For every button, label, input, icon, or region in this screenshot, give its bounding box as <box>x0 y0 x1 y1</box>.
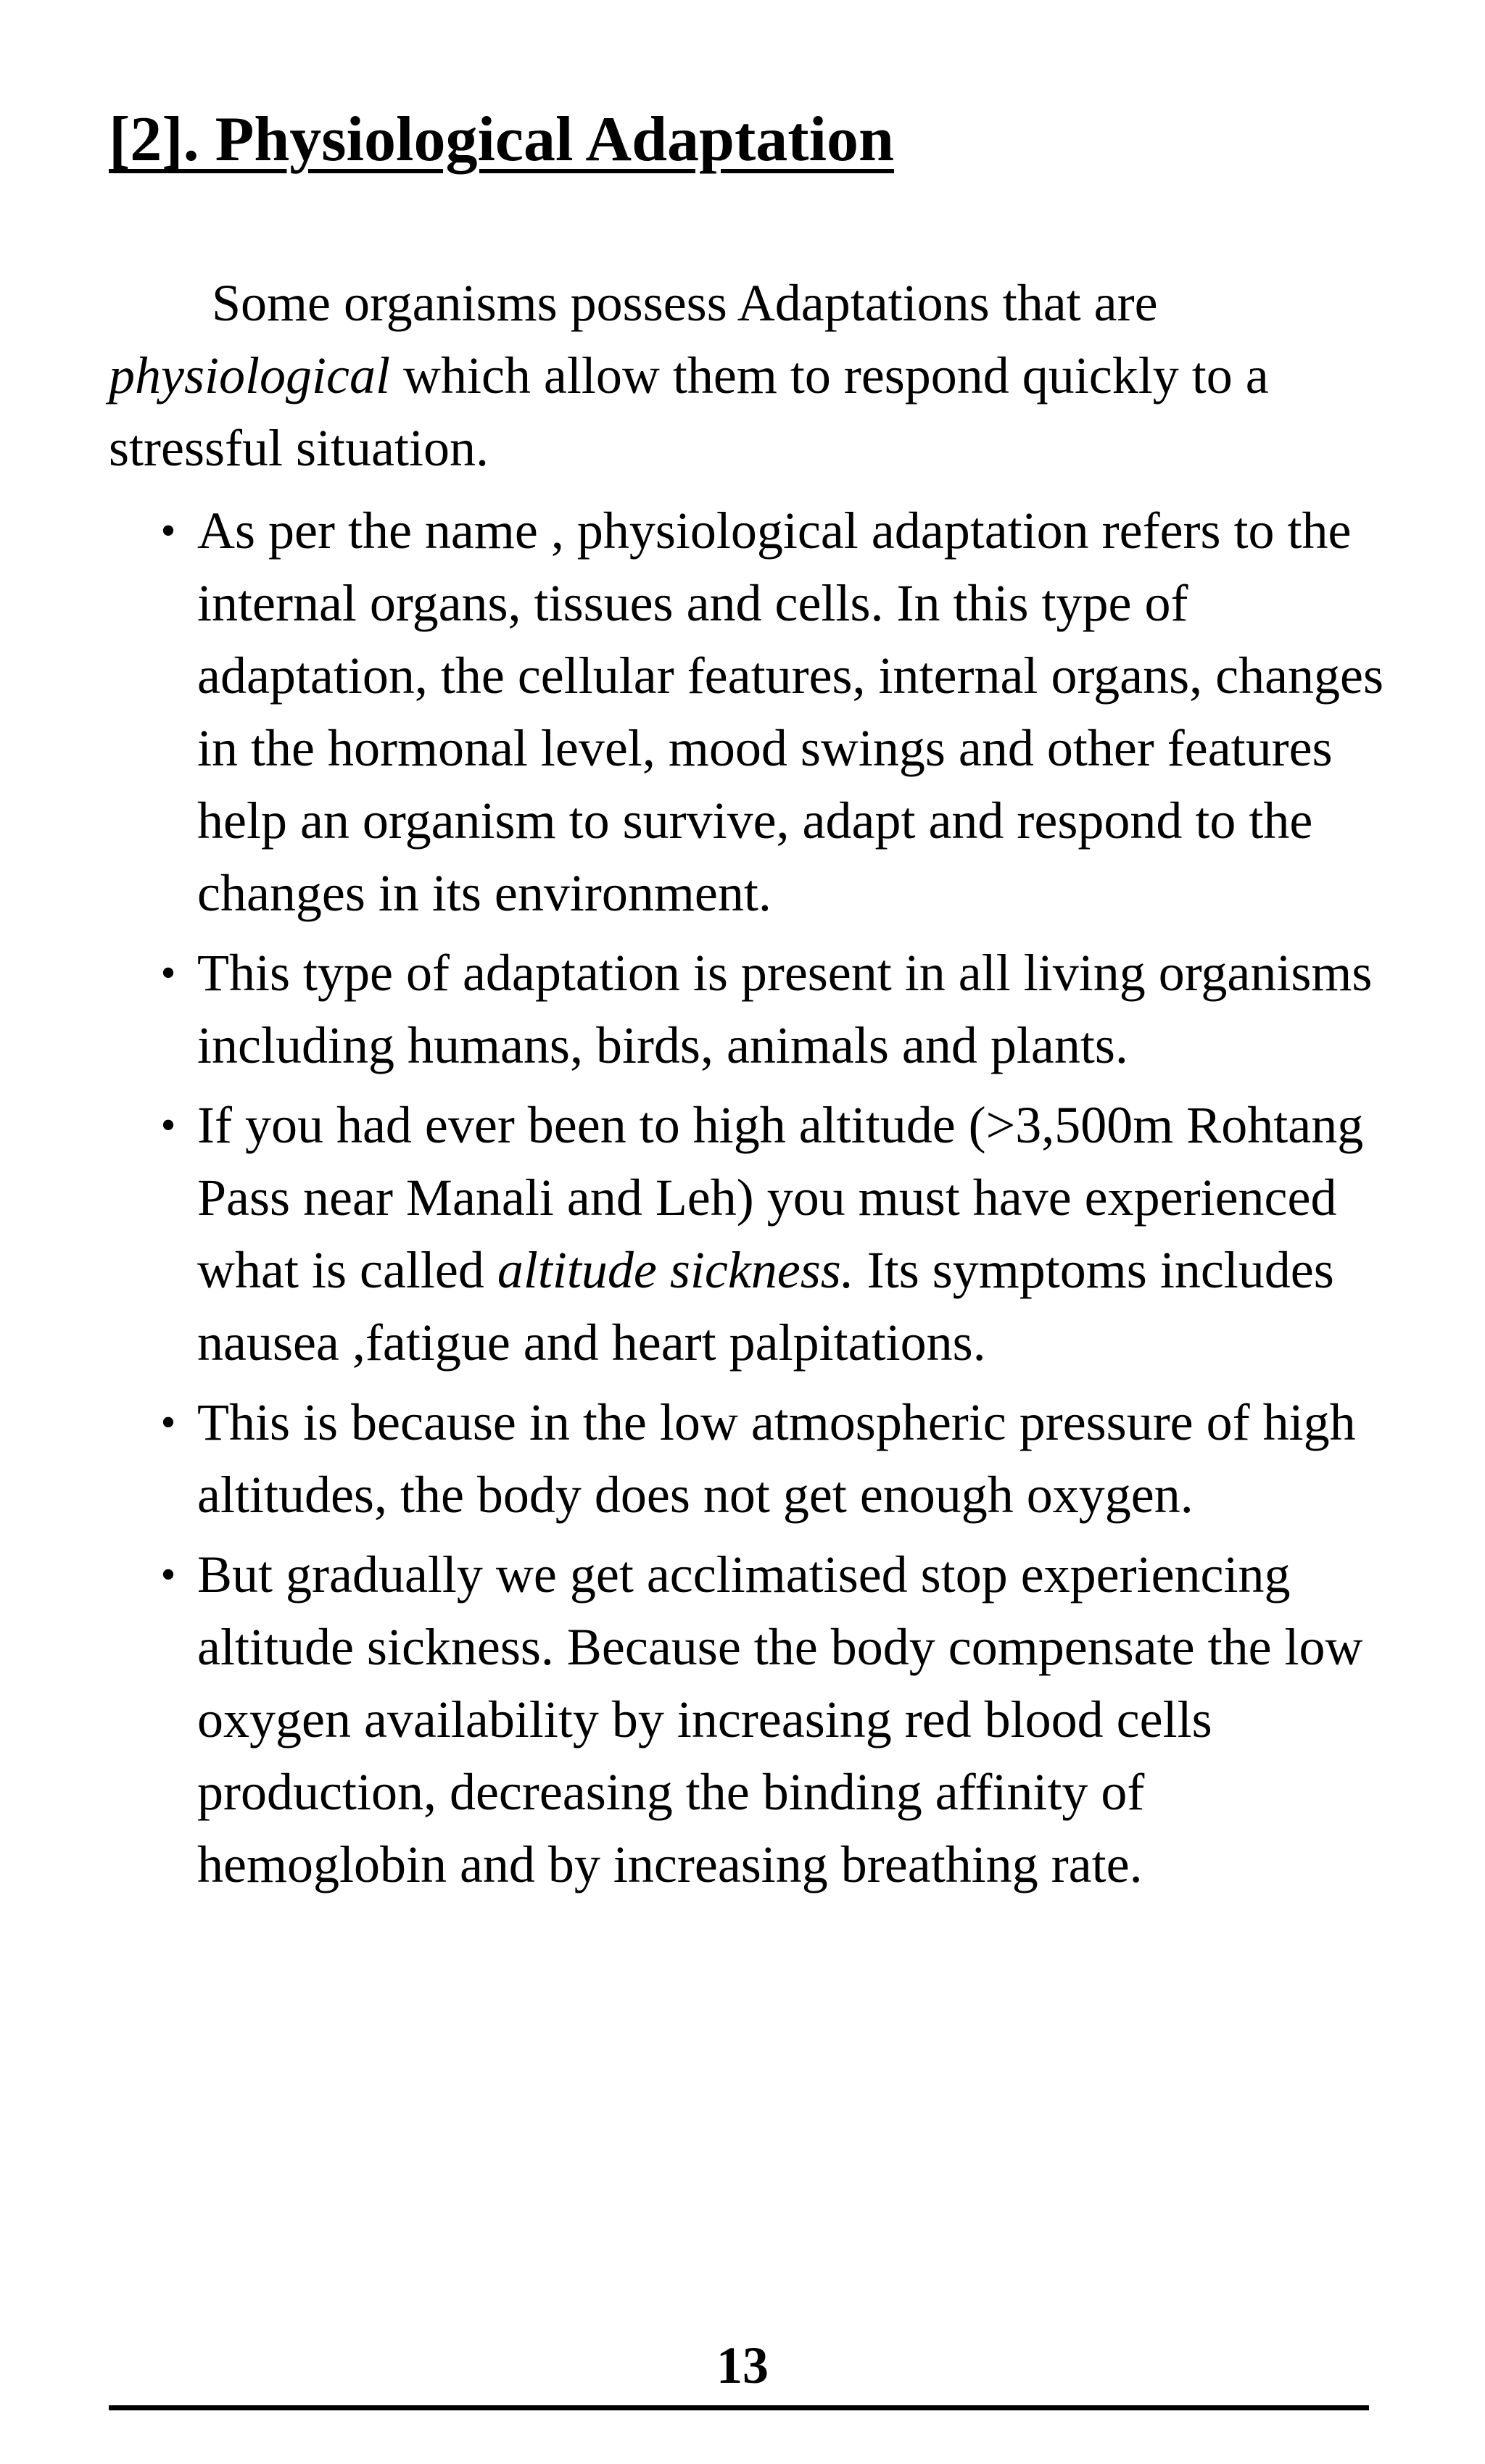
bullet-dot-icon: • <box>160 1101 176 1149</box>
footer-divider <box>109 2405 1369 2410</box>
bullet-dot-icon: • <box>160 507 176 555</box>
page-number: 13 <box>716 2336 769 2394</box>
bullet-emphasis-text: altitude sickness. <box>497 1241 854 1299</box>
bullet-dot-icon: • <box>160 1398 176 1446</box>
intro-emphasis-text: physiological <box>109 347 390 405</box>
intro-paragraph <box>109 267 1385 484</box>
bullet-item <box>109 1386 1407 1531</box>
intro-lead-text: Some organisms possess Adaptations that are <box>212 274 1158 332</box>
bullet-list <box>109 494 1407 1908</box>
bullet-text: This is because in the low atmospheric pressure of high altitudes, the body does not get enough oxygen. <box>197 1393 1356 1524</box>
bullet-item <box>109 494 1407 929</box>
bullet-dot-icon: • <box>160 949 176 997</box>
section-heading: [2]. Physiological Adaptation <box>109 104 894 175</box>
bullet-item <box>109 1538 1407 1901</box>
intro-rest-text: which allow them to respond quickly to a stressful situation. <box>109 347 1269 477</box>
bullet-text-before: If you had ever been to high altitude (>3,500m Rohtang Pass near Manali and Leh) you must have experienced what is called <box>197 1096 1364 1299</box>
bullet-text: But gradually we get acclimatised stop experiencing altitude sickness. Because the body compensate the low oxygen availability by increasing red blood cells production, decreasing the binding affinity of hemoglobin and by increasing breathing rate. <box>197 1546 1363 1893</box>
bullet-text: As per the name , physiological adaptation refers to the internal organs, tissues and cells. In this type of adaptation, the cellular features, internal organs, changes in the hormonal level, mood swings and other features help an organism to survive, adapt and respond to the changes in its environment. <box>197 502 1383 922</box>
bullet-item <box>109 937 1407 1082</box>
bullet-dot-icon: • <box>160 1551 176 1598</box>
bullet-text: This type of adaptation is present in all living organisms including humans, birds, animals and plants. <box>197 944 1373 1074</box>
bullet-item <box>109 1089 1407 1379</box>
bullet-text-after: Its symptoms includes nausea ,fatigue and heart palpitations. <box>197 1241 1334 1372</box>
